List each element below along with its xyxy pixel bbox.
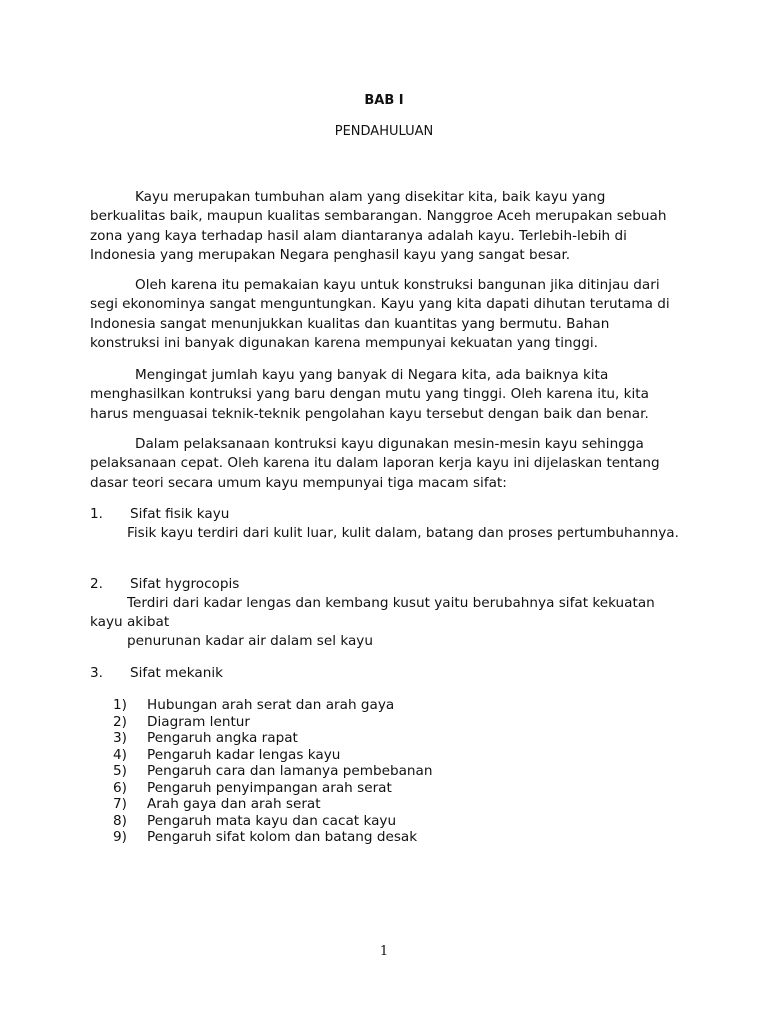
list-item — [113, 829, 432, 846]
section-number: 3. — [90, 665, 103, 681]
section-description: Terdiri dari kadar lengas dan kembang kusut yaitu berubahnya sifat kekuatan kayu akibat — [90, 595, 655, 631]
chapter-heading: BAB I — [364, 93, 404, 108]
list-text: Pengaruh angka rapat — [147, 730, 298, 746]
list-number: 4) — [113, 746, 127, 763]
list-item — [113, 714, 432, 731]
section-extra: penurunan kadar air dalam sel kayu — [127, 633, 373, 649]
list-number: 5) — [113, 763, 127, 779]
list-number: 3) — [113, 730, 127, 746]
list-number: 6) — [113, 779, 127, 796]
list-item — [113, 730, 432, 747]
section-number: 2. — [90, 576, 103, 592]
paragraph-economy: Oleh karena itu pemakaian kayu untuk konstruksi bangunan jika ditinjau dari segi ekonominya sangat menguntungkan. Kayu yang kita dapati dihutan terutama di Indonesia sangat menunjukkan kualitas dan kuantitas yang bermutu. Bahan konstruksi ini banyak digunakan karena mempunyai kekuatan yang tinggi. — [90, 277, 670, 351]
list-item — [113, 697, 432, 714]
section-number: 1. — [90, 506, 103, 522]
list-number: 9) — [113, 829, 127, 845]
list-text: Pengaruh sifat kolom dan batang desak — [147, 829, 418, 845]
list-number: 7) — [113, 796, 127, 812]
list-number: 8) — [113, 812, 127, 829]
list-number: 1) — [113, 697, 127, 713]
list-number: 2) — [113, 713, 127, 730]
list-item — [113, 796, 432, 813]
section-title: Sifat fisik kayu — [130, 506, 230, 522]
list-text: Pengaruh kadar lengas kayu — [147, 746, 341, 763]
section-description: Fisik kayu terdiri dari kulit luar, kulit dalam, batang dan proses pertumbuhannya. — [127, 525, 679, 541]
list-text: Pengaruh cara dan lamanya pembebanan — [147, 763, 433, 779]
list-text: Pengaruh penyimpangan arah serat — [147, 779, 392, 796]
paragraph-properties: Dalam pelaksanaan kontruksi kayu digunakan mesin-mesin kayu sehingga pelaksanaan cepat. Oleh karena itu dalam laporan kerja kayu ini dijelaskan tentang dasar teori secara umum kayu mempunyai tiga macam sifat: — [90, 436, 660, 491]
section-title: Sifat mekanik — [130, 665, 224, 681]
list-text: Pengaruh mata kayu dan cacat kayu — [147, 812, 397, 829]
list-text: Arah gaya dan arah serat — [147, 796, 321, 812]
section-title: Sifat hygrocopis — [130, 576, 240, 592]
mechanical-list — [113, 697, 432, 846]
list-item — [113, 747, 432, 764]
list-text: Hubungan arah serat dan arah gaya — [147, 697, 395, 713]
page-number: 1 — [379, 944, 389, 959]
paragraph-quantity: Mengingat jumlah kayu yang banyak di Negara kita, ada baiknya kita menghasilkan kontruksi yang baru dengan mutu yang tinggi. Oleh karena itu, kita harus menguasai teknik-teknik pengolahan kayu tersebut dengan baik dan benar. — [90, 367, 649, 422]
paragraph-intro: Kayu merupakan tumbuhan alam yang disekitar kita, baik kayu yang berkualitas baik, maupun kualitas sembarangan. Nanggroe Aceh merupakan sebuah zona yang kaya terhadap hasil alam diantaranya adalah kayu. Terlebih-lebih di Indonesia yang merupakan Negara penghasil kayu yang sangat besar. — [90, 189, 667, 263]
list-item — [113, 763, 432, 780]
list-item — [113, 813, 432, 830]
chapter-subtitle: PENDAHULUAN — [334, 124, 434, 139]
list-text: Diagram lentur — [147, 713, 250, 730]
list-item — [113, 780, 432, 797]
